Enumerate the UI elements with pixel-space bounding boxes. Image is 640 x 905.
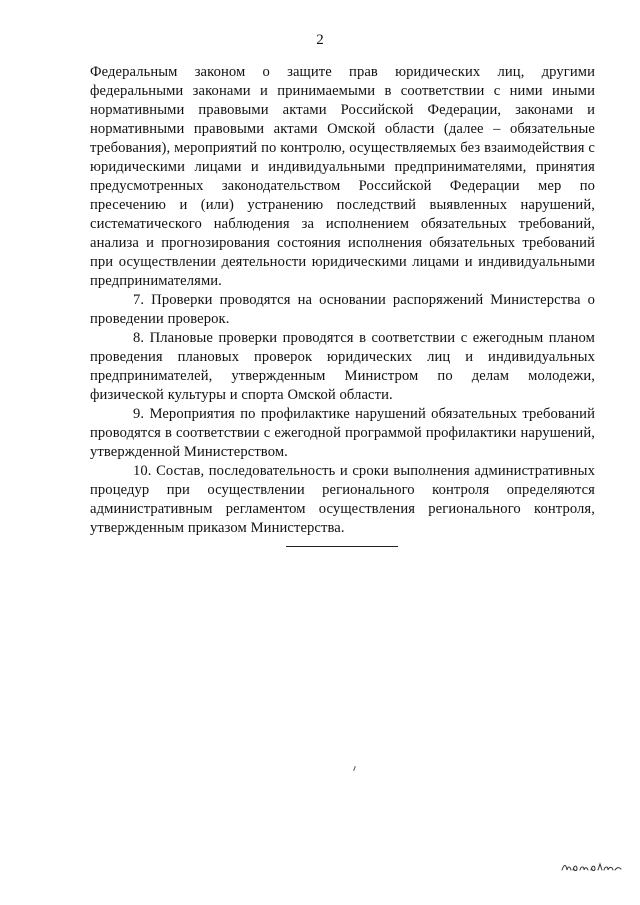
paragraph-continuation: Федеральным законом о защите прав юридических лиц, другими федеральными законами и принимаемыми в соответствии с ними иными нормативными правовыми актами Российской Федерации, законами и нормативными правовыми актами Омской области (далее – обязательные требования), мероприятий по контролю, осуществляемых без взаимодействия с юридическими лицами и индивидуальными предпринимателями, принятия предусмотренных законодательством Российской Федерации мер по пресечению и (или) устранению последствий выявленных нарушений, систематического наблюдения за исполнением обязательных требований, анализа и прогнозирования состояния исполнения обязательных требований при осуществлении деятельности юридическими лицами и индивидуальными предпринимателями.: [90, 64, 595, 289]
page-number: 2: [316, 32, 324, 48]
paragraph-item-7: 7. Проверки проводятся на основании распоряжений Министерства о проведении проверок.: [90, 292, 595, 327]
paragraph-item-8: 8. Плановые проверки проводятся в соответствии с ежегодным планом проведения плановых проверок юридических лиц и индивидуальных предпринимателей, утвержденным Министром по делам молодежи, физической культуры и спорта Омской области.: [90, 330, 595, 403]
paragraph-item-10: 10. Состав, последовательность и сроки выполнения административных процедур при осуществлении регионального контроля определяются административным регламентом осуществления регионального контроля, утвержденным приказом Министерства.: [90, 463, 595, 536]
end-separator-line: [286, 546, 398, 547]
document-body: [90, 63, 595, 538]
paragraph-item-9: 9. Мероприятия по профилактике нарушений обязательных требований проводятся в соответствии с ежегодной программой профилактики нарушений, утвержденной Министерством.: [90, 406, 595, 460]
handwritten-initials-mark: [560, 858, 624, 874]
stray-mark: [353, 766, 356, 771]
